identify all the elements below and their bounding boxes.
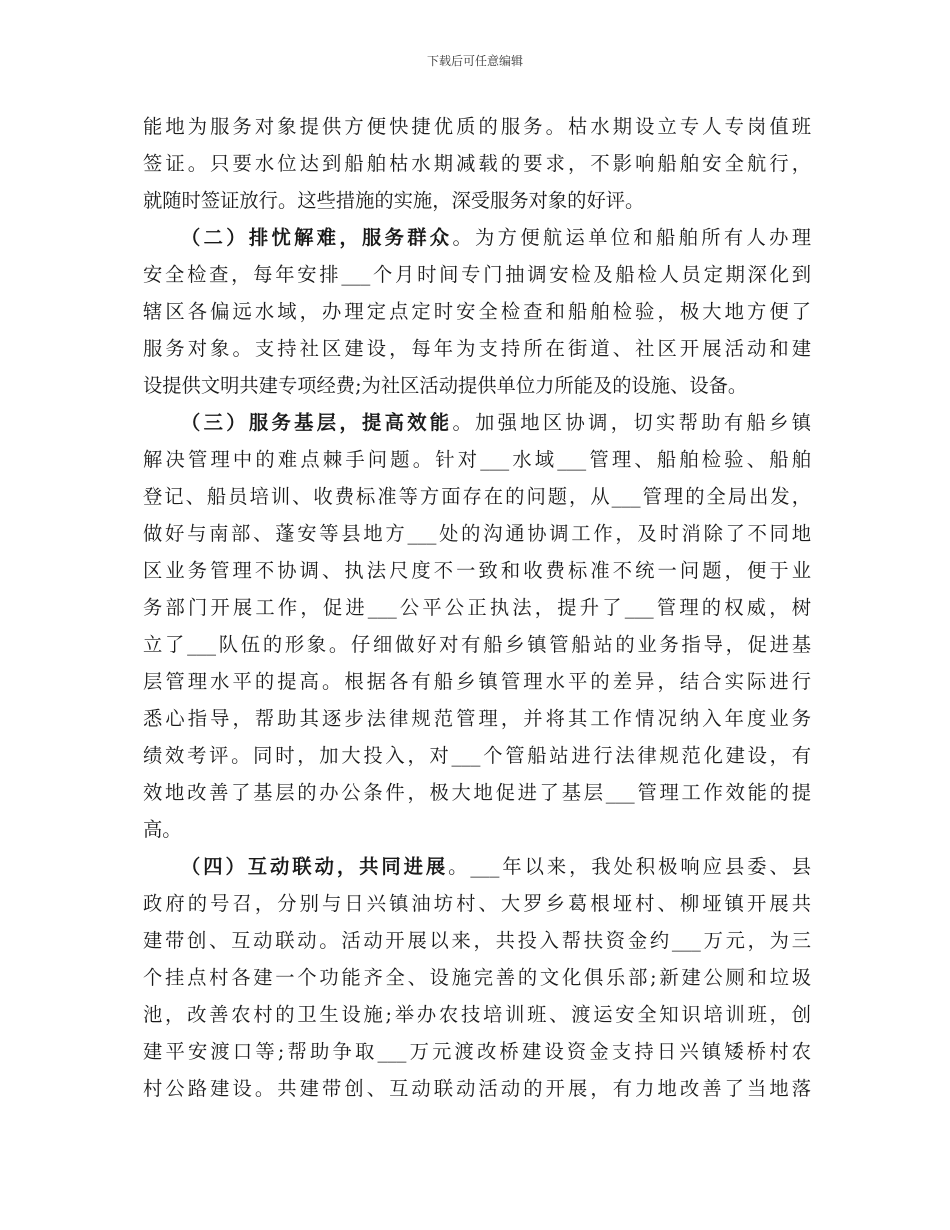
- text-line: 立了___队伍的形象。仔细做好对有船乡镇管船站的业务指导，促进基: [143, 633, 811, 656]
- text-line: 绩效考评。同时，加大投入，对___个管船站进行法律规范化建设，有: [143, 744, 811, 767]
- text-line: 就随时签证放行。这些措施的实施，深受服务对象的好评。: [143, 189, 645, 212]
- text-line: 签证。只要水位达到船舶枯水期减载的要求，不影响船舶安全航行，: [143, 152, 811, 175]
- text-line: 层管理水平的提高。根据各有船乡镇管理水平的差异，结合实际进行: [143, 670, 811, 693]
- text-line: 悉心指导，帮助其逐步法律规范管理，并将其工作情况纳入年度业务: [143, 707, 811, 730]
- text-line: 区业务管理不协调、执法尺度不一致和收费标准不统一问题，便于业: [143, 559, 811, 582]
- text-line: 登记、船员培训、收费标准等方面存在的问题，从___管理的全局出发，: [143, 485, 811, 508]
- text-line: 做好与南部、蓬安等县地方___处的沟通协调工作，及时消除了不同地: [143, 522, 811, 545]
- text-line: 辖区各偏远水域，办理定点定时安全检查和船舶检验，极大地方便了: [143, 300, 811, 323]
- section-heading: （四）互动联动，共同进展: [181, 855, 449, 878]
- text-line: 个挂点村各建一个功能齐全、设施完善的文化俱乐部;新建公厕和垃圾: [143, 966, 811, 989]
- section-heading: （三）服务基层，提高效能: [181, 411, 453, 434]
- page-header-note: 下载后可任意编辑: [426, 54, 523, 68]
- text-line: 服务对象。支持社区建设，每年为支持所在街道、社区开展活动和建: [143, 337, 811, 360]
- text-line: 务部门开展工作，促进___公平公正执法，提升了___管理的权威，树: [143, 596, 811, 619]
- section-heading: （二）排忧解难，服务群众: [181, 226, 453, 249]
- text-line: 池，改善农村的卫生设施;举办农技培训班、渡运安全知识培训班，创: [143, 1003, 811, 1026]
- text-run: 。加强地区协调，切实帮助有船乡镇: [452, 411, 811, 434]
- text-line: 建平安渡口等;帮助争取___万元渡改桥建设资金支持日兴镇矮桥村农: [143, 1040, 811, 1063]
- text-line: 建带创、互动联动。活动开展以来，共投入帮扶资金约___万元，为三: [143, 929, 811, 952]
- paragraph-first-line: [143, 219, 811, 256]
- paragraph-3: [143, 404, 811, 848]
- text-run: 。为方便航运单位和船舶所有人办理: [452, 226, 811, 249]
- text-line: 能地为服务对象提供方便快捷优质的服务。枯水期设立专人专岗值班: [143, 115, 811, 138]
- document-body: [143, 108, 811, 1107]
- text-run: 。___年以来，我处积极响应县委、县: [448, 855, 811, 878]
- paragraph-first-line: [143, 848, 811, 885]
- text-line: 设提供文明共建专项经费;为社区活动提供单位力所能及的设施、设备。: [143, 374, 748, 397]
- text-line: 政府的号召，分别与日兴镇油坊村、大罗乡葛根垭村、柳垭镇开展共: [143, 892, 811, 915]
- text-line: 效地改善了基层的办公条件，极大地促进了基层___管理工作效能的提: [143, 781, 811, 804]
- paragraph-4: [143, 848, 811, 1107]
- text-line: 高。: [143, 818, 182, 841]
- paragraph-1: [143, 108, 811, 219]
- text-line: 安全检查，每年安排___个月时间专门抽调安检及船检人员定期深化到: [143, 263, 811, 286]
- text-line: 解决管理中的难点棘手问题。针对___水域___管理、船舶检验、船舶: [143, 448, 811, 471]
- text-line: 村公路建设。共建带创、互动联动活动的开展，有力地改善了当地落: [143, 1077, 811, 1100]
- paragraph-2: [143, 219, 811, 404]
- paragraph-first-line: [143, 404, 811, 441]
